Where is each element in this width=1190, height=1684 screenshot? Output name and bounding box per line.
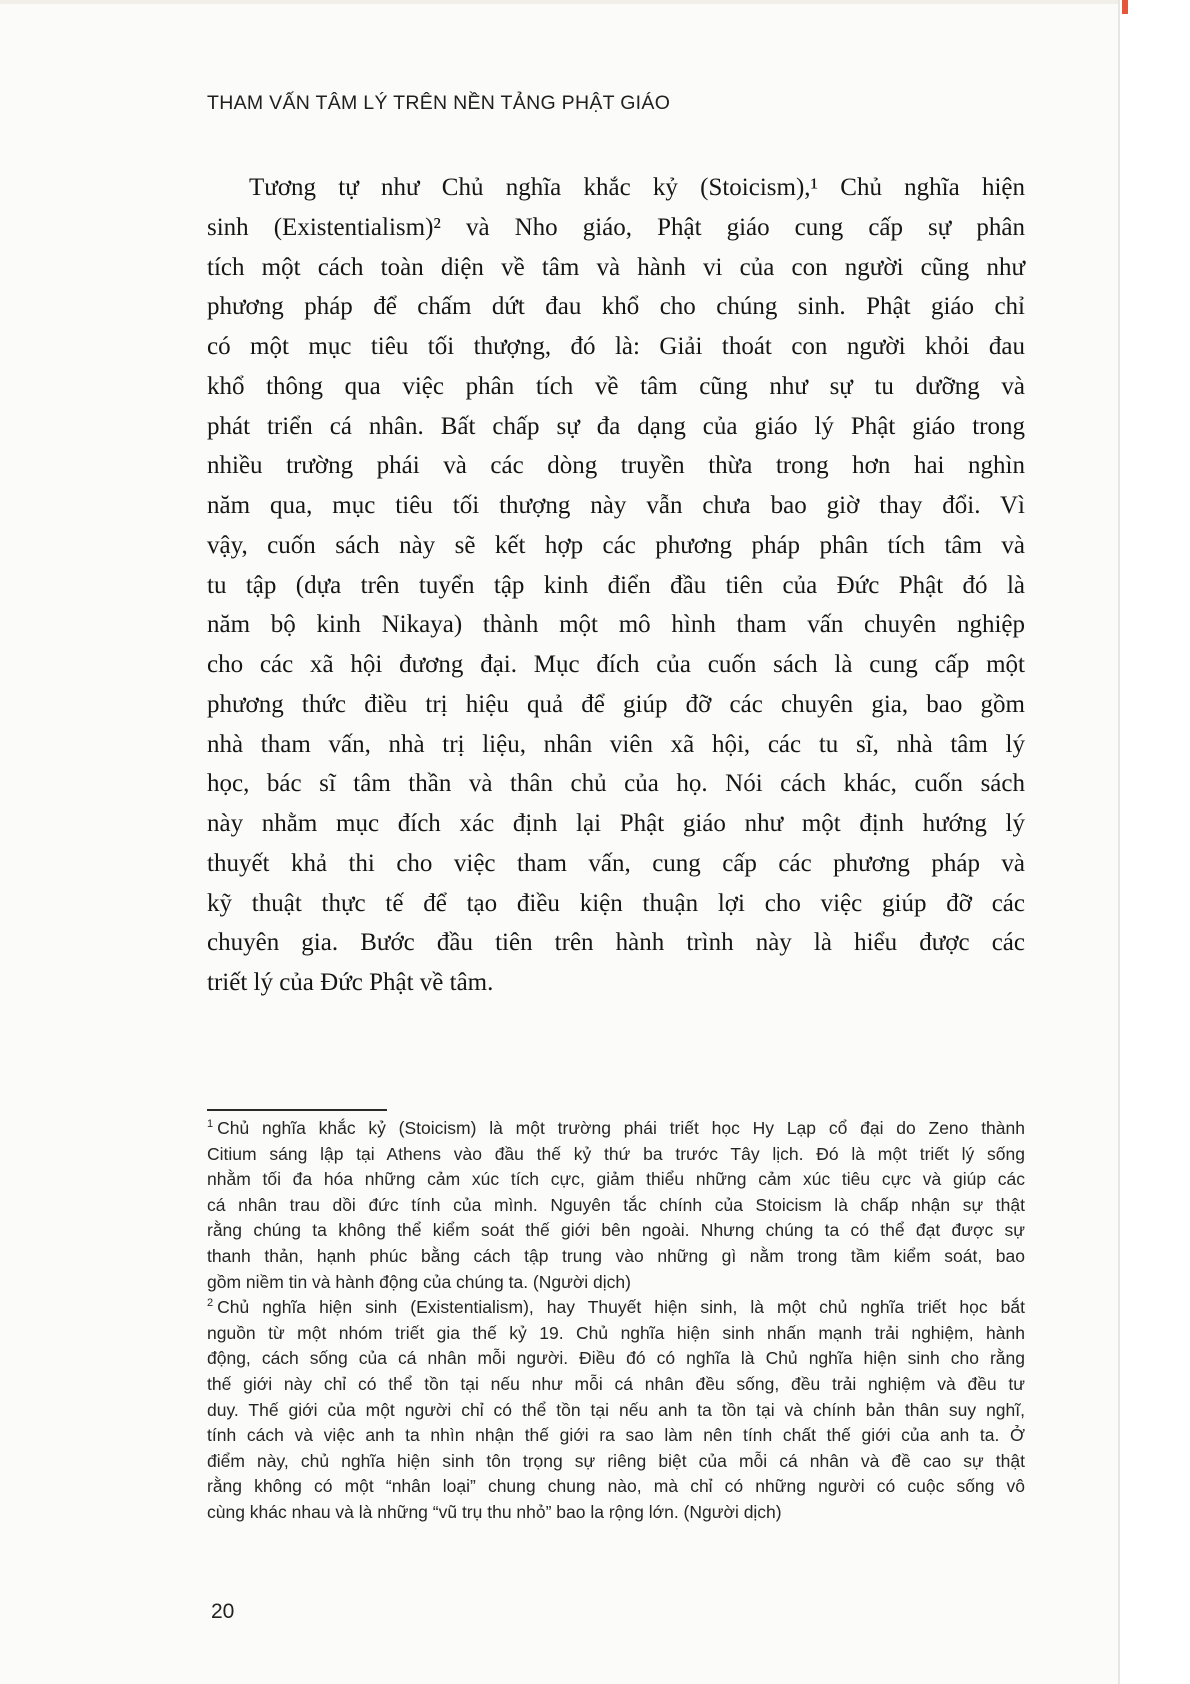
paragraph-line: triết lý của Đức Phật về tâm. <box>207 969 494 996</box>
footnote-line: gồm niềm tin và hành động của chúng ta. (Người dịch) <box>207 1271 631 1292</box>
footnote-line: cùng khác nhau và là những “vũ trụ thu nhỏ” bao la rộng lớn. (Người dịch) <box>207 1501 782 1522</box>
paragraph-line: này nhằm mục đích xác định lại Phật giáo như một định hướng lý <box>207 810 1025 837</box>
paragraph-line: vậy, cuốn sách này sẽ kết hợp các phương pháp phân tích tâm và <box>207 531 1025 559</box>
footnote-line: động, cách sống của cá nhân mỗi người. Điều đó có nghĩa là Chủ nghĩa hiện sinh cho rằng <box>207 1348 1025 1369</box>
paragraph-line: chuyên gia. Bước đầu tiên trên hành trình này là hiểu được các <box>207 929 1025 957</box>
footnote-line: rằng không có một “nhân loại” chung chung nào, mà chỉ có những người có cuộc sống vô <box>207 1476 1025 1497</box>
paragraph-line: Tương tự như Chủ nghĩa khắc kỷ (Stoicism),¹ Chủ nghĩa hiện <box>249 174 1025 201</box>
paragraph-line: cho các xã hội đương đại. Mục đích của cuốn sách là cung cấp một <box>207 651 1025 678</box>
edge-mark <box>1122 0 1128 14</box>
footnote-line: thế giới này chỉ có thể tồn tại nếu như mỗi cá nhân đều sống, đều trải nghiệm và đều tư <box>207 1373 1025 1394</box>
footnote-text: Chủ nghĩa khắc kỷ (Stoicism) là một trường phái triết học Hy Lạp cổ đại do Zeno thành <box>217 1118 1025 1138</box>
footnote-marker: 2 <box>207 1297 214 1310</box>
footnote-line: cá nhân trau dồi đức tính của mình. Nguyên tắc chính của Stoicism là chấp nhận sự thật <box>207 1194 1025 1215</box>
footnote-line: điểm này, chủ nghĩa hiện sinh tôn trọng sự riêng biệt của mỗi cá nhân và đề cao sự thật <box>207 1450 1025 1471</box>
footnote-line: rằng chúng ta không thể kiểm soát thế giới bên ngoài. Nhưng chúng ta có thể đạt được sự <box>207 1220 1025 1241</box>
scan-margin <box>1120 0 1190 1684</box>
page-top-edge <box>0 0 1120 4</box>
paragraph-line: sinh (Existentialism)² và Nho giáo, Phật giáo cung cấp sự phân <box>207 213 1025 241</box>
footnote-marker: 1 <box>207 1118 214 1131</box>
paragraph-line: thuyết khả thi cho việc tham vấn, cung cấp các phương pháp và <box>207 849 1025 877</box>
paragraph-line: tích một cách toàn diện về tâm và hành vi của con người cũng như <box>207 253 1025 281</box>
footnote-line: duy. Thế giới của một người chỉ có thể tồn tại nếu anh ta tồn tại và chính bản thân suy nghĩ, <box>207 1399 1025 1420</box>
paragraph-line: nhà tham vấn, nhà trị liệu, nhân viên xã hội, các tu sĩ, nhà tâm lý <box>207 730 1025 758</box>
paragraph-line: năm qua, mục tiêu tối thượng này vẫn chưa bao giờ thay đổi. Vì <box>207 492 1025 519</box>
footnote-line <box>207 1295 1025 1321</box>
footnote-line: thanh thản, hạnh phúc bằng cách tập trung vào những gì nằm trong tầm kiểm soát, bao <box>207 1245 1025 1266</box>
footnote-line <box>207 1116 1025 1142</box>
paragraph-line: có một mục tiêu tối thượng, đó là: Giải thoát con người khỏi đau <box>207 333 1025 360</box>
running-header: THAM VẤN TÂM LÝ TRÊN NỀN TẢNG PHẬT GIÁO <box>207 92 671 114</box>
paragraph-line: năm bộ kinh Nikaya) thành một mô hình tham vấn chuyên nghiệp <box>207 611 1025 639</box>
paragraph-line: học, bác sĩ tâm thần và thân chủ của họ. Nói cách khác, cuốn sách <box>207 770 1025 798</box>
footnote-text: Chủ nghĩa hiện sinh (Existentialism), hay Thuyết hiện sinh, là một chủ nghĩa triết học bắt <box>217 1297 1025 1318</box>
paragraph-line: tu tập (dựa trên tuyển tập kinh điển đầu tiên của Đức Phật đó là <box>207 571 1025 599</box>
paragraph-line: phương pháp để chấm dứt đau khổ cho chúng sinh. Phật giáo chỉ <box>207 293 1025 321</box>
paragraph-line: phát triển cá nhân. Bất chấp sự đa dạng của giáo lý Phật giáo trong <box>207 412 1025 440</box>
main-paragraph <box>207 168 1025 1003</box>
footnote-line: tính cách và việc anh ta nhìn nhận thế giới ra sao làm nên tính chất thế giới của anh ta. Ở <box>207 1425 1025 1446</box>
paragraph-line: nhiều trường phái và các dòng truyền thừa trong hơn hai nghìn <box>207 452 1025 480</box>
footnote-separator <box>207 1109 387 1111</box>
paragraph-line: khổ thông qua việc phân tích về tâm cũng như sự tu dưỡng và <box>207 372 1025 400</box>
footnote-line: Citium sáng lập tại Athens vào đầu thế kỷ thứ ba trước Tây lịch. Đó là một triết lý sống <box>207 1143 1025 1164</box>
footnote-2 <box>207 1295 1025 1525</box>
page-number: 20 <box>211 1600 235 1623</box>
footnote-line: nguồn từ một nhóm triết gia thế kỷ 19. Chủ nghĩa hiện sinh nhấn mạnh trải nghiệm, hành <box>207 1322 1025 1343</box>
paragraph-line: phương thức điều trị hiệu quả để giúp đỡ các chuyên gia, bao gồm <box>207 690 1025 718</box>
paragraph-line: kỹ thuật thực tế để tạo điều kiện thuận lợi cho việc giúp đỡ các <box>207 889 1025 917</box>
footnotes <box>207 1116 1025 1526</box>
footnote-1 <box>207 1116 1025 1295</box>
footnote-line: nhằm tối đa hóa những cảm xúc tích cực, giảm thiểu những cảm xúc tiêu cực và giúp các <box>207 1169 1025 1190</box>
